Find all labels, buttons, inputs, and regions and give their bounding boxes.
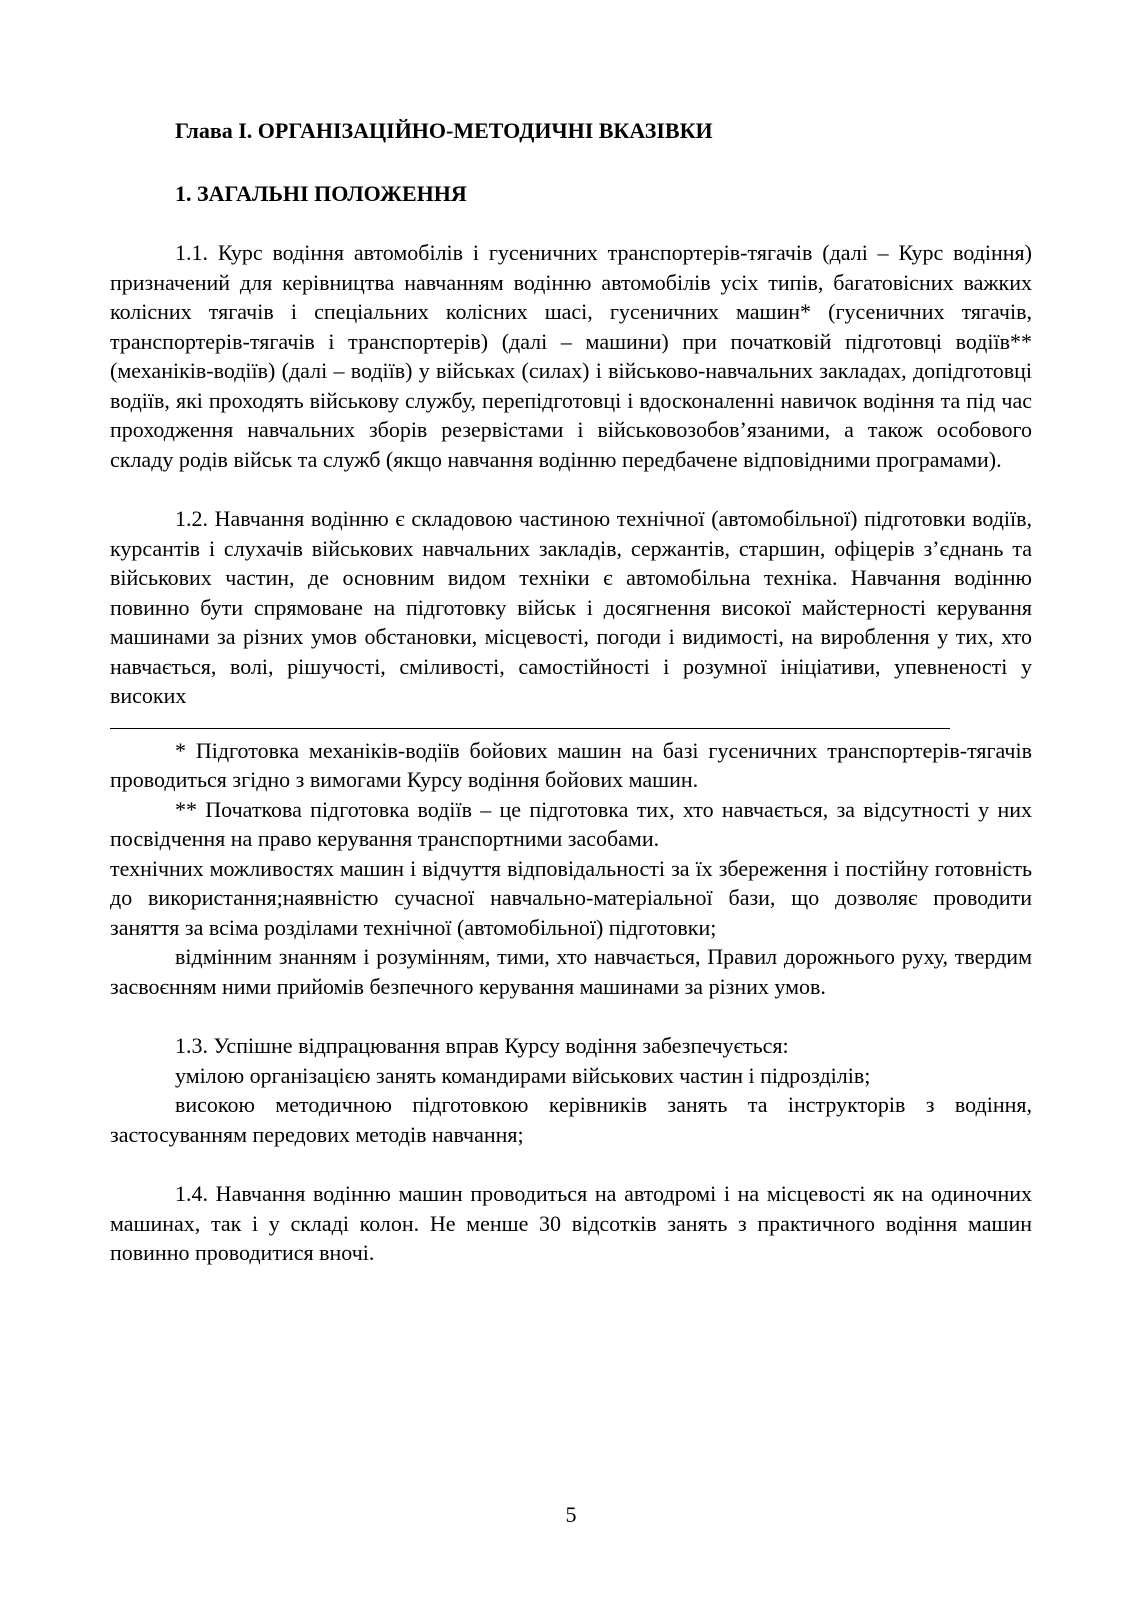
footnote-separator [110, 728, 950, 729]
body-continuation-1: технічних можливостях машин і відчуття відповідальності за їх збереження і постійну готовність до використання;наявністю сучасної навчально-матеріальної бази, що дозволяє проводити заняття за всіма розділами технічної (автомобільної) підготовки; [110, 855, 1032, 940]
footnote-double-star: ** Початкова підготовка водіїв – це підготовка тих, хто навчається, за відсутності у них посвідчення на право керування транспортними засобами. [110, 796, 1032, 851]
paragraph-1-4: 1.4. Навчання водінню машин проводиться на автодромі і на місцевості як на одиночних машинах, так і у складі колон. Не менше 30 відсотків занять з практичного водіння машин повинно проводитися вночі. [110, 1181, 1032, 1265]
footnote-star: * Підготовка механіків-водіїв бойових машин на базі гусеничних транспортерів-тягачів проводиться згідно з вимогами Курсу водіння бойових машин. [110, 737, 1032, 792]
chapter-title: Глава І. ОРГАНІЗАЦІЙНО-МЕТОДИЧНІ ВКАЗІВКИ [175, 118, 713, 143]
footnotes-block [110, 736, 1032, 854]
page-number: 5 [565, 1501, 577, 1527]
page-content [110, 116, 1032, 1268]
body-continuation-2: відмінним знанням і розумінням, тими, хто навчається, Правил дорожнього руху, твердим засвоєнням ними прийомів безпечного керування машинами за різних умов. [110, 944, 1032, 999]
paragraph-1-3-item-2: високою методичною підготовкою керівників занять та інструкторів з водіння, застосуванням передових методів навчання; [110, 1092, 1032, 1147]
section-title: 1. ЗАГАЛЬНІ ПОЛОЖЕННЯ [175, 180, 467, 206]
paragraph-1-3-item-1: умілою організацією занять командирами військових частин і підрозділів; [175, 1062, 871, 1088]
paragraph-1-2: 1.2. Навчання водінню є складовою частиною технічної (автомобільної) підготовки водіїв, курсантів і слухачів військових навчальних закладів, сержантів, старшин, офіцерів з’єднань та військових частин, де основним видом техніки є автомобільна техніка. Навчання водінню повинно бути спрямоване на підготовку військ і досягнення високої майстерності керування машинами за різних умов обстановки, місцевості, погоди і видимості, на вироблення у тих, хто навчається, волі, рішучості, сміливості, самостійності і розумної ініціативи, упевненості у високих [110, 506, 1032, 708]
paragraph-1-3-intro: 1.3. Успішне відпрацювання вправ Курсу водіння забезпечується: [175, 1033, 789, 1058]
paragraph-1-1: 1.1. Курс водіння автомобілів і гусеничних транспортерів-тягачів (далі – Курс водіння) призначений для керівництва навчанням водінню автомобілів усіх типів, багатовісних важких колісних тягачів і спеціальних колісних шасі, гусеничних машин* (гусеничних тягачів, транспортерів-тягачів і транспортерів) (далі – машини) при початковій підготовці водіїв** (механіків-водіїв) (далі – водіїв) у військах (силах) і військово-навчальних закладах, допідготовці водіїв, які проходять військову службу, перепідготовці і вдосконаленні навичок водіння та під час проходження навчальних зборів резервістами і військовозобов’язаними, а також особового складу родів військ та служб (якщо навчання водінню передбачене відповідними програмами). [110, 240, 1032, 472]
